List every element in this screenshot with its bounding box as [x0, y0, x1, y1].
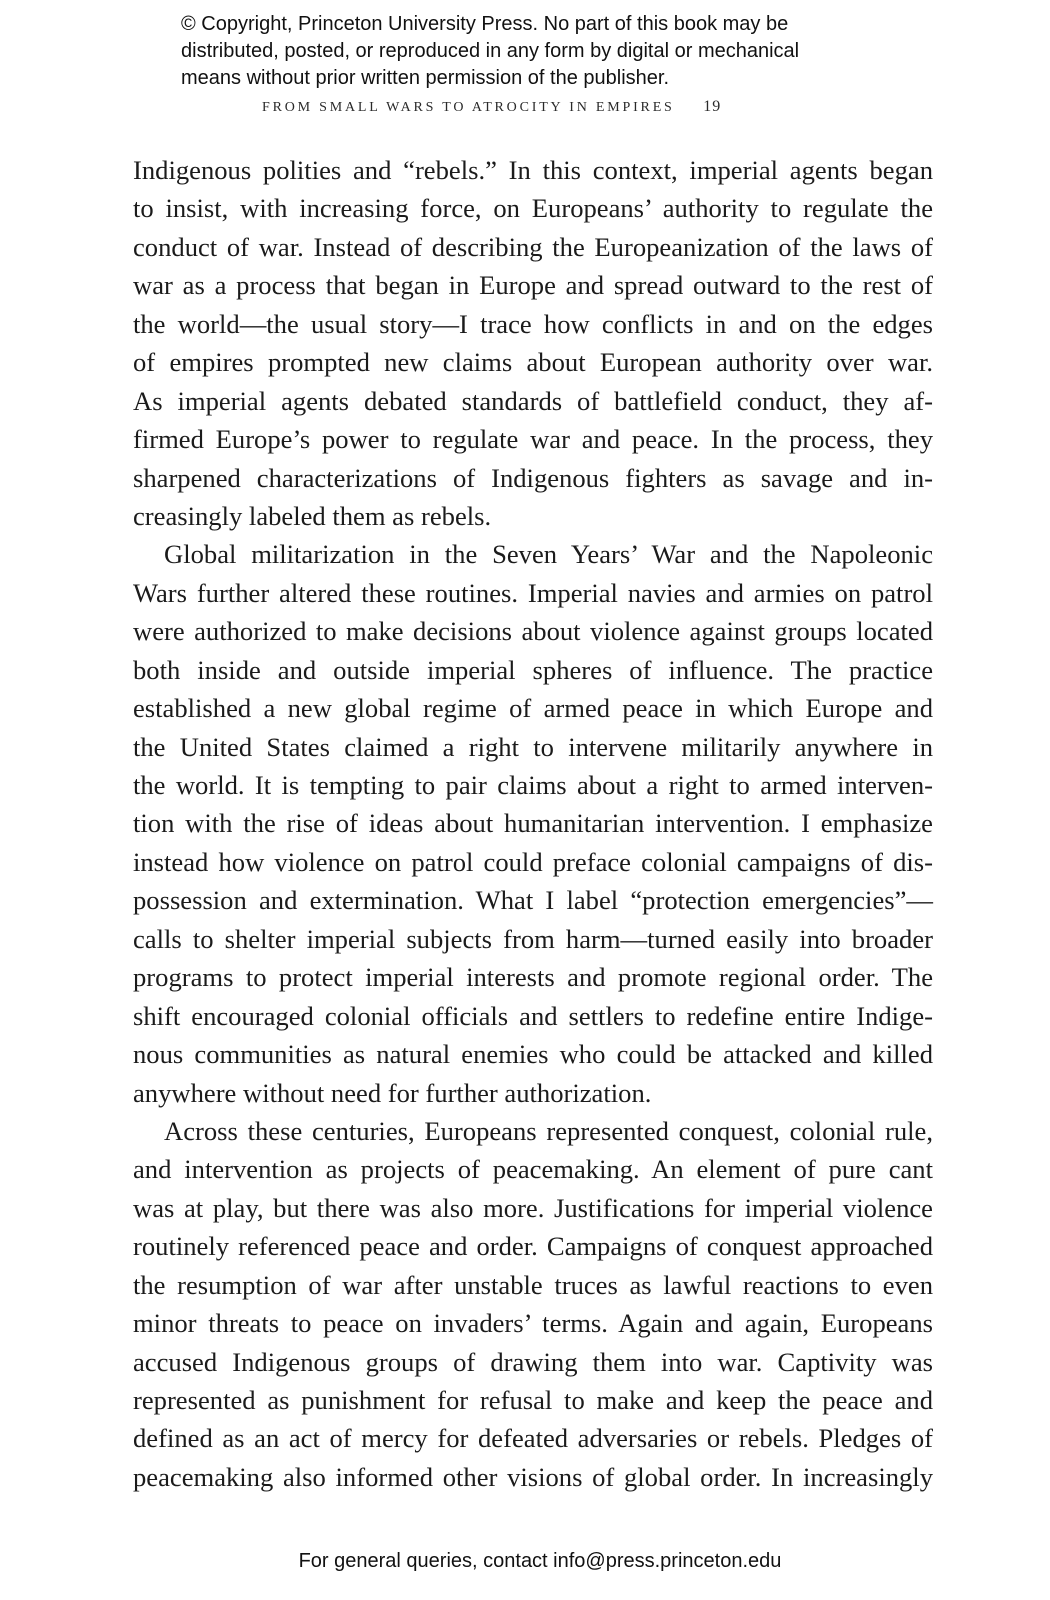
running-head-title: FROM SMALL WARS TO ATROCITY IN EMPIRES	[262, 100, 675, 115]
contact-footer: For general queries, contact info@press.princeton.edu	[298, 1550, 782, 1572]
text-line: routinely referenced peace and order. Campaigns of conquest approached	[133, 1231, 933, 1262]
text-line: defined as an act of mercy for defeated adversaries or rebels. Pledges of	[133, 1423, 933, 1454]
page-number: 19	[703, 98, 722, 115]
text-line: of empires prompted new claims about European authority over war.	[133, 347, 933, 378]
text-line: firmed Europe’s power to regulate war and peace. In the process, they	[133, 424, 933, 455]
text-line: both inside and outside imperial spheres of influence. The practice	[133, 654, 933, 685]
text-line: established a new global regime of armed peace in which Europe and	[133, 693, 933, 724]
text-line: was at play, but there was also more. Justifications for imperial violence	[133, 1192, 933, 1223]
text-line: represented as punishment for refusal to make and keep the peace and	[133, 1385, 933, 1415]
body-text	[133, 151, 933, 1496]
text-line: shift encouraged colonial officials and settlers to redefine entire Indige-	[133, 1000, 933, 1031]
copyright-notice	[181, 11, 981, 92]
text-line: the world. It is tempting to pair claims about a right to armed interven-	[133, 770, 933, 800]
text-line: Indigenous polities and “rebels.” In this context, imperial agents began	[133, 155, 933, 185]
text-line: sharpened characterizations of Indigenous fighters as savage and in-	[133, 462, 933, 493]
text-line: Wars further altered these routines. Imperial navies and armies on patrol	[133, 577, 933, 608]
text-line: minor threats to peace on invaders’ terms. Again and again, Europeans	[133, 1308, 933, 1339]
text-line: and intervention as projects of peacemaking. An element of pure cant	[133, 1154, 933, 1185]
text-line: Across these centuries, Europeans represented conquest, colonial rule,	[164, 1115, 933, 1146]
text-line: As imperial agents debated standards of battlefield conduct, they af-	[133, 385, 933, 416]
text-line: instead how violence on patrol could preface colonial campaigns of dis-	[133, 846, 933, 877]
text-line: the world—the usual story—I trace how conflicts in and on the edges	[133, 308, 933, 339]
text-line: calls to shelter imperial subjects from harm—turned easily into broader	[133, 923, 933, 954]
text-line: tion with the rise of ideas about humanitarian intervention. I emphasize	[133, 808, 933, 839]
text-line: creasingly labeled them as rebels.	[133, 500, 492, 531]
copyright-line: distributed, posted, or reproduced in any form by digital or mechanical	[181, 40, 800, 62]
copyright-line: © Copyright, Princeton University Press. No part of this book may be	[181, 13, 789, 35]
text-line: peacemaking also informed other visions of global order. In increasingly	[133, 1461, 933, 1492]
text-line: anywhere without need for further authorization.	[133, 1077, 652, 1108]
copyright-line: means without prior written permission of the publisher.	[181, 67, 670, 89]
text-line: conduct of war. Instead of describing the Europeanization of the laws of	[133, 231, 933, 262]
text-line: programs to protect imperial interests and promote regional order. The	[133, 962, 933, 993]
text-line: possession and extermination. What I label “protection emergencies”—	[133, 885, 933, 916]
running-head	[262, 98, 822, 116]
text-line: nous communities as natural enemies who could be attacked and killed	[133, 1039, 933, 1070]
text-line: the United States claimed a right to intervene militarily anywhere in	[133, 731, 933, 762]
text-line: were authorized to make decisions about violence against groups located	[133, 616, 933, 647]
text-line: to insist, with increasing force, on Europeans’ authority to regulate the	[133, 193, 933, 224]
text-line: accused Indigenous groups of drawing them into war. Captivity was	[133, 1346, 933, 1377]
text-line: Global militarization in the Seven Years’ War and the Napoleonic	[164, 539, 933, 570]
text-line: the resumption of war after unstable truces as lawful reactions to even	[133, 1269, 933, 1300]
text-line: war as a process that began in Europe and spread outward to the rest of	[133, 270, 933, 301]
